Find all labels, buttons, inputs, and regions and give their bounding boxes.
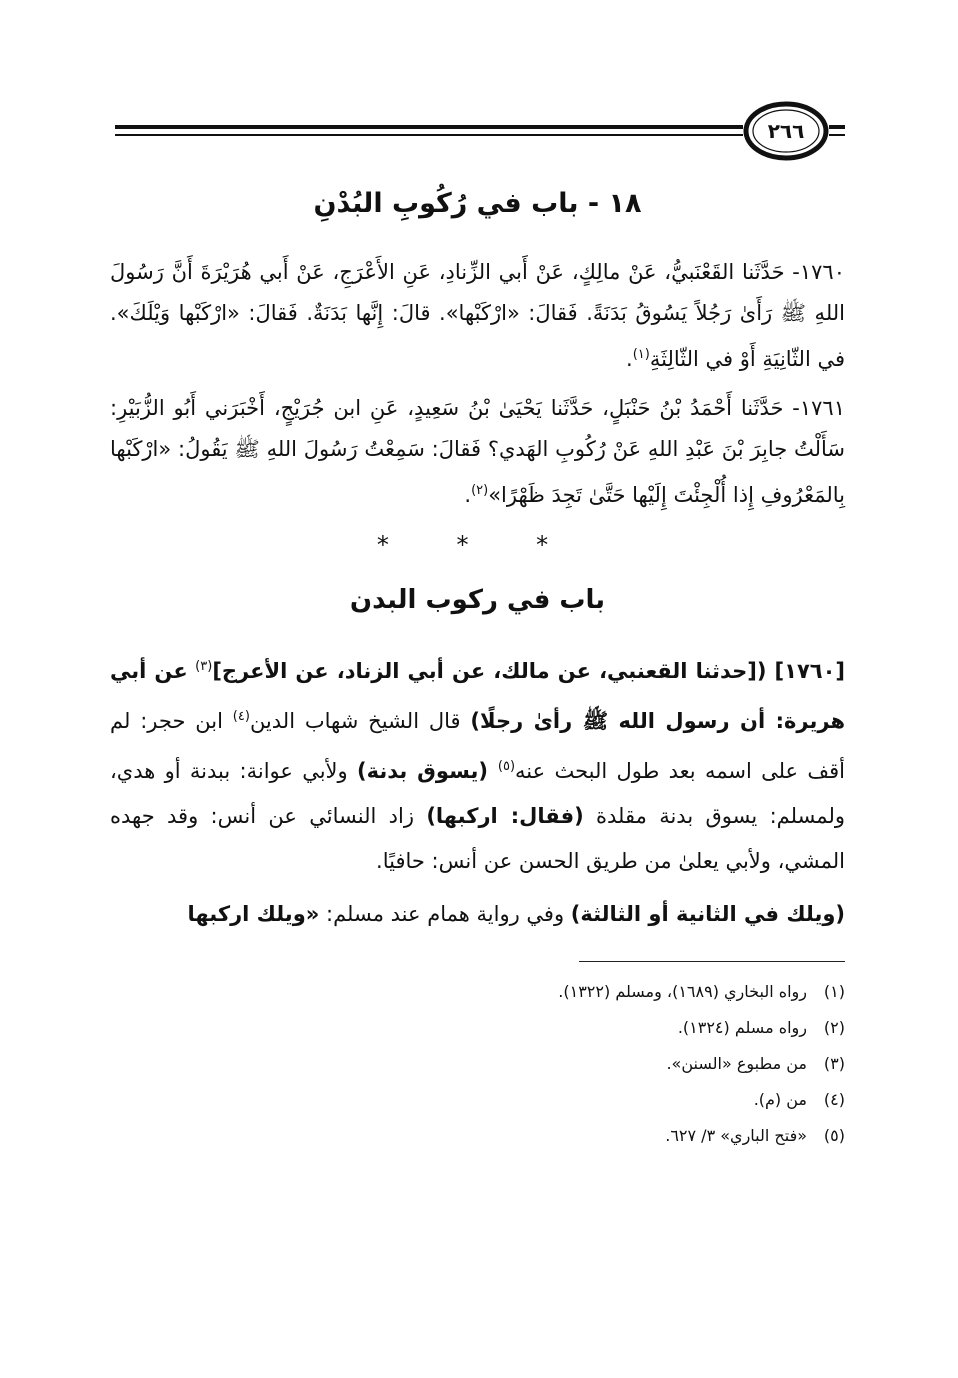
matn-text: (يسوق بدنة): [356, 759, 498, 783]
footnote-number: (٤): [823, 1090, 845, 1109]
commentary-text: زاد النسائي عن أنس: وقد جهده المشي، ولأبي يعلىٰ من طريق الحسن عن أنس: حافيًا.: [110, 804, 845, 873]
hadith-text: ١٧٦١- حَدَّثَنا أَحْمَدُ بْنُ حَنْبَلٍ، حَدَّثَنا يَحْيَىٰ بْنُ سَعِيدٍ، عَنِ ابن جُرَيْجٍ، أَخْبَرَني أَبُو الزُّبَيْرِ: سَأَلْتُ جابِرَ بْنَ عَبْدِ اللهِ عَنْ رُكُوبِ الهَدي؟ فَقالَ: سَمِعْتُ رَسُولَ اللهِ ﷺ يَقُولُ: «ارْكَبْها بِالمَعْرُوفِ إِذا أُلْجِئْتَ إِلَيْها حَتَّىٰ تَجِدَ ظَهْرًا»: [110, 396, 845, 507]
hadith-1761: ١٧٦١- حَدَّثَنا أَحْمَدُ بْنُ حَنْبَلٍ، حَدَّثَنا يَحْيَىٰ بْنُ سَعِيدٍ، عَنِ ابن جُرَيْجٍ، أَخْبَرَني أَبُو الزُّبَيْرِ: سَأَلْتُ جابِرَ بْنَ عَبْدِ اللهِ عَنْ رُكُوبِ الهَدي؟ فَقالَ: سَمِعْتُ رَسُولَ اللهِ ﷺ يَقُولُ: «ارْكَبْها بِالمَعْرُوفِ إِذا أُلْجِئْتَ إِلَيْها حَتَّىٰ تَجِدَ ظَهْرًا»$^{(٢)}$.: [110, 396, 845, 507]
matn-text: (فقال: اركبها): [426, 804, 584, 828]
footnote: [110, 1010, 845, 1046]
footnote-text: من مطبوع «السنن».: [666, 1054, 807, 1073]
header-ornament: [115, 100, 845, 164]
chapter-title: ١٨ - باب في رُكُوبِ البُدْنِ: [313, 188, 642, 219]
footnote-number: (٣): [823, 1054, 845, 1073]
commentary-title: باب في ركوب البدن: [349, 585, 606, 615]
footnote-divider: [579, 961, 845, 962]
footnote-number: (١): [823, 982, 845, 1001]
footnote-text: من (م).: [753, 1090, 807, 1109]
matn-text: عن أبي هريرة: أن رسول الله ﷺ رأىٰ رجلًا): [110, 659, 846, 733]
footnote-text: رواه مسلم (١٣٢٤).: [677, 1018, 807, 1037]
footnote-ref: (٣): [195, 659, 213, 674]
page-header: [115, 100, 845, 164]
hadith-ref: [١٧٦٠] (: [756, 659, 846, 683]
commentary-text: ابن حجر: لم أقف على اسمه بعد طول البحث عنه: [110, 709, 845, 783]
section-separator: * * *: [376, 531, 579, 559]
footnote: [110, 1082, 845, 1118]
commentary-text: وفي رواية همام عند مسلم:: [319, 902, 571, 926]
matn-text: (ويلك في الثانية أو الثالثة): [570, 902, 845, 926]
commentary-paragraph: [110, 892, 845, 937]
footnote-number: (٥): [823, 1126, 845, 1145]
page-content: [110, 182, 845, 1154]
footnote: [110, 1118, 845, 1154]
footnote-ref: (١): [632, 347, 650, 362]
commentary-text: ولأبي عوانة: ببدنة أو هدي، ولمسلم: يسوق بدنة مقلدة: [110, 759, 845, 828]
commentary-paragraph: [110, 644, 845, 884]
hadith-text: ١٧٦٠- حَدَّثَنا القَعْنَبيُّ، عَنْ مالِكٍ، عَنْ أَبي الزِّنادِ، عَنِ الأَعْرَجِ، عَنْ أَبي هُرَيْرَةَ أَنَّ رَسُولَ اللهِ ﷺ رَأَىٰ رَجُلاً يَسُوقُ بَدَنَةً. فَقالَ: «ارْكَبْها». قالَ: إِنَّها بَدَنَةٌ. فَقالَ: «ارْكَبْها وَيْلَكَ». في الثّانِيَةِ أَوْ في الثّالِثَةِ: [110, 260, 845, 371]
footnote-text: رواه البخاري (١٦٨٩)، ومسلم (١٣٢٢).: [558, 982, 807, 1001]
isnad-text: [حدثنا القعنبي، عن مالك، عن أبي الزناد، عن الأعرج]: [212, 659, 757, 683]
footnote-ref: (٢): [471, 483, 489, 498]
footnote-text: «فتح الباري» ٣/ ٦٢٧.: [665, 1126, 807, 1145]
commentary-text: قال الشيخ شهاب الدين: [249, 709, 471, 733]
footnote: [110, 974, 845, 1010]
hadith-1760: ١٧٦٠- حَدَّثَنا القَعْنَبيُّ، عَنْ مالِكٍ، عَنْ أَبي الزِّنادِ، عَنِ الأَعْرَجِ، عَنْ أَبي هُرَيْرَةَ أَنَّ رَسُولَ اللهِ ﷺ رَأَىٰ رَجُلاً يَسُوقُ بَدَنَةً. فَقالَ: «ارْكَبْها». قالَ: إِنَّها بَدَنَةٌ. فَقالَ: «ارْكَبْها وَيْلَكَ». في الثّانِيَةِ أَوْ في الثّالِثَةِ$^{(١)}$.: [110, 260, 845, 371]
matn-text: «ويلك اركبها: [187, 902, 320, 926]
page-number: ٢٦٦: [767, 119, 805, 143]
footnotes: [110, 974, 845, 1154]
footnote-ref: (٥): [497, 759, 516, 774]
footnote-number: (٢): [823, 1018, 845, 1037]
footnote-ref: (٤): [232, 709, 250, 724]
footnote: [110, 1046, 845, 1082]
